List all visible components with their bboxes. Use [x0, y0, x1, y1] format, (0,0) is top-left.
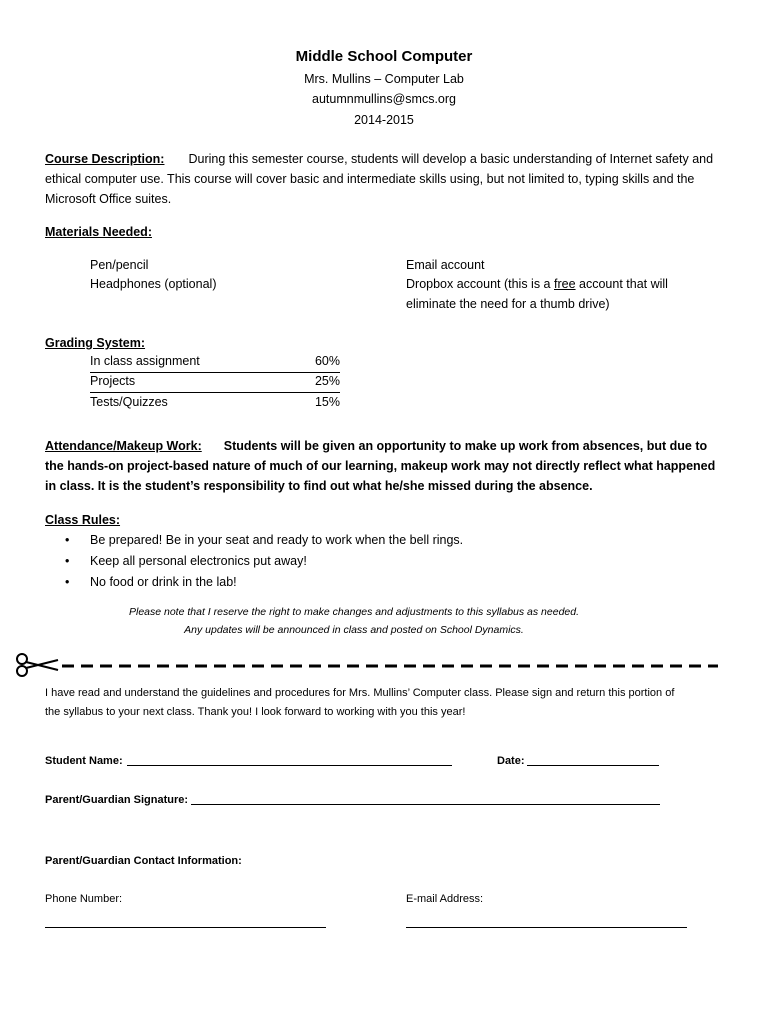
- bullet-icon: •: [65, 533, 70, 547]
- grade-row: [90, 374, 340, 393]
- material-item: eliminate the need for a thumb drive): [406, 297, 610, 311]
- teacher-email: autumnmullins@smcs.org: [312, 92, 456, 106]
- materials-heading: Materials Needed:: [45, 225, 152, 239]
- phone-field[interactable]: [45, 927, 326, 928]
- scissors-cut-line: [14, 653, 720, 679]
- course-description: [45, 149, 725, 209]
- student-name-label: Student Name:: [45, 755, 123, 767]
- material-item: Headphones (optional): [90, 277, 217, 291]
- syllabus-note-line2: Any updates will be announced in class and posted on School Dynamics.: [184, 624, 524, 636]
- contact-heading: Parent/Guardian Contact Information:: [45, 855, 242, 867]
- acknowledgement-line2: the syllabus to your next class. Thank you! I look forward to working with you this year!: [45, 706, 466, 718]
- rule-text: Keep all personal electronics put away!: [90, 554, 307, 568]
- course-description-text: During this semester course, students will develop a basic understanding of Internet safety and ethical computer use. This course will cover basic and intermediate skills using, but not limited to, typing skills and the Microsoft Office suites.: [45, 152, 714, 206]
- material-item: Email account: [406, 258, 485, 272]
- material-text: Dropbox account (this is a: [406, 277, 554, 291]
- rules-heading: Class Rules:: [45, 513, 121, 527]
- grade-percent: 15%: [314, 395, 340, 409]
- signature-field[interactable]: [191, 804, 660, 805]
- teacher-line: Mrs. Mullins – Computer Lab: [304, 72, 464, 86]
- grade-percent: 60%: [314, 354, 340, 368]
- syllabus-note-line1: Please note that I reserve the right to make changes and adjustments to this syllabus as needed.: [128, 606, 580, 618]
- course-description-label: Course Description:: [45, 152, 165, 166]
- email-label: E-mail Address:: [406, 893, 484, 905]
- rule-item: [65, 572, 463, 593]
- date-field[interactable]: [527, 765, 659, 766]
- page-title: Middle School Computer: [295, 48, 473, 65]
- grade-name: In class assignment: [90, 354, 200, 368]
- school-year: 2014-2015: [354, 113, 414, 127]
- grading-heading: Grading System:: [45, 336, 146, 350]
- bullet-icon: •: [65, 554, 70, 568]
- signature-label: Parent/Guardian Signature:: [45, 794, 189, 806]
- rule-text: No food or drink in the lab!: [90, 575, 237, 589]
- rules-list: [65, 530, 463, 593]
- attendance-section: [45, 436, 725, 496]
- phone-label: Phone Number:: [45, 893, 123, 905]
- student-name-field[interactable]: [127, 765, 452, 766]
- grade-row: [90, 395, 340, 415]
- cut-line: [14, 653, 720, 679]
- grade-percent: 25%: [314, 374, 340, 388]
- material-text: account that will: [575, 277, 668, 291]
- grade-name: Projects: [90, 374, 136, 388]
- bullet-icon: •: [65, 575, 70, 589]
- material-item: [406, 274, 668, 294]
- material-free-word: free: [554, 277, 576, 291]
- date-label: Date:: [497, 755, 525, 767]
- rule-item: [65, 530, 463, 551]
- acknowledgement-line1: I have read and understand the guidelines and procedures for Mrs. Mullins’ Computer class. Please sign and return this portion of: [45, 687, 675, 699]
- email-field[interactable]: [406, 927, 687, 928]
- rule-text: Be prepared! Be in your seat and ready to work when the bell rings.: [90, 533, 464, 547]
- grade-row: [90, 354, 340, 373]
- material-item: Pen/pencil: [90, 258, 149, 272]
- scissors-icon: [17, 654, 58, 676]
- grade-name: Tests/Quizzes: [90, 395, 168, 409]
- attendance-label: Attendance/Makeup Work:: [45, 439, 202, 453]
- rule-item: [65, 551, 463, 572]
- attendance-text: Students will be given an opportunity to make up work from absences, but due to the hands-on project-based nature of much of our learning, makeup work may not directly reflect what happened in class. It is the student’s responsibility to find out what he/she missed during the absence.: [45, 439, 716, 493]
